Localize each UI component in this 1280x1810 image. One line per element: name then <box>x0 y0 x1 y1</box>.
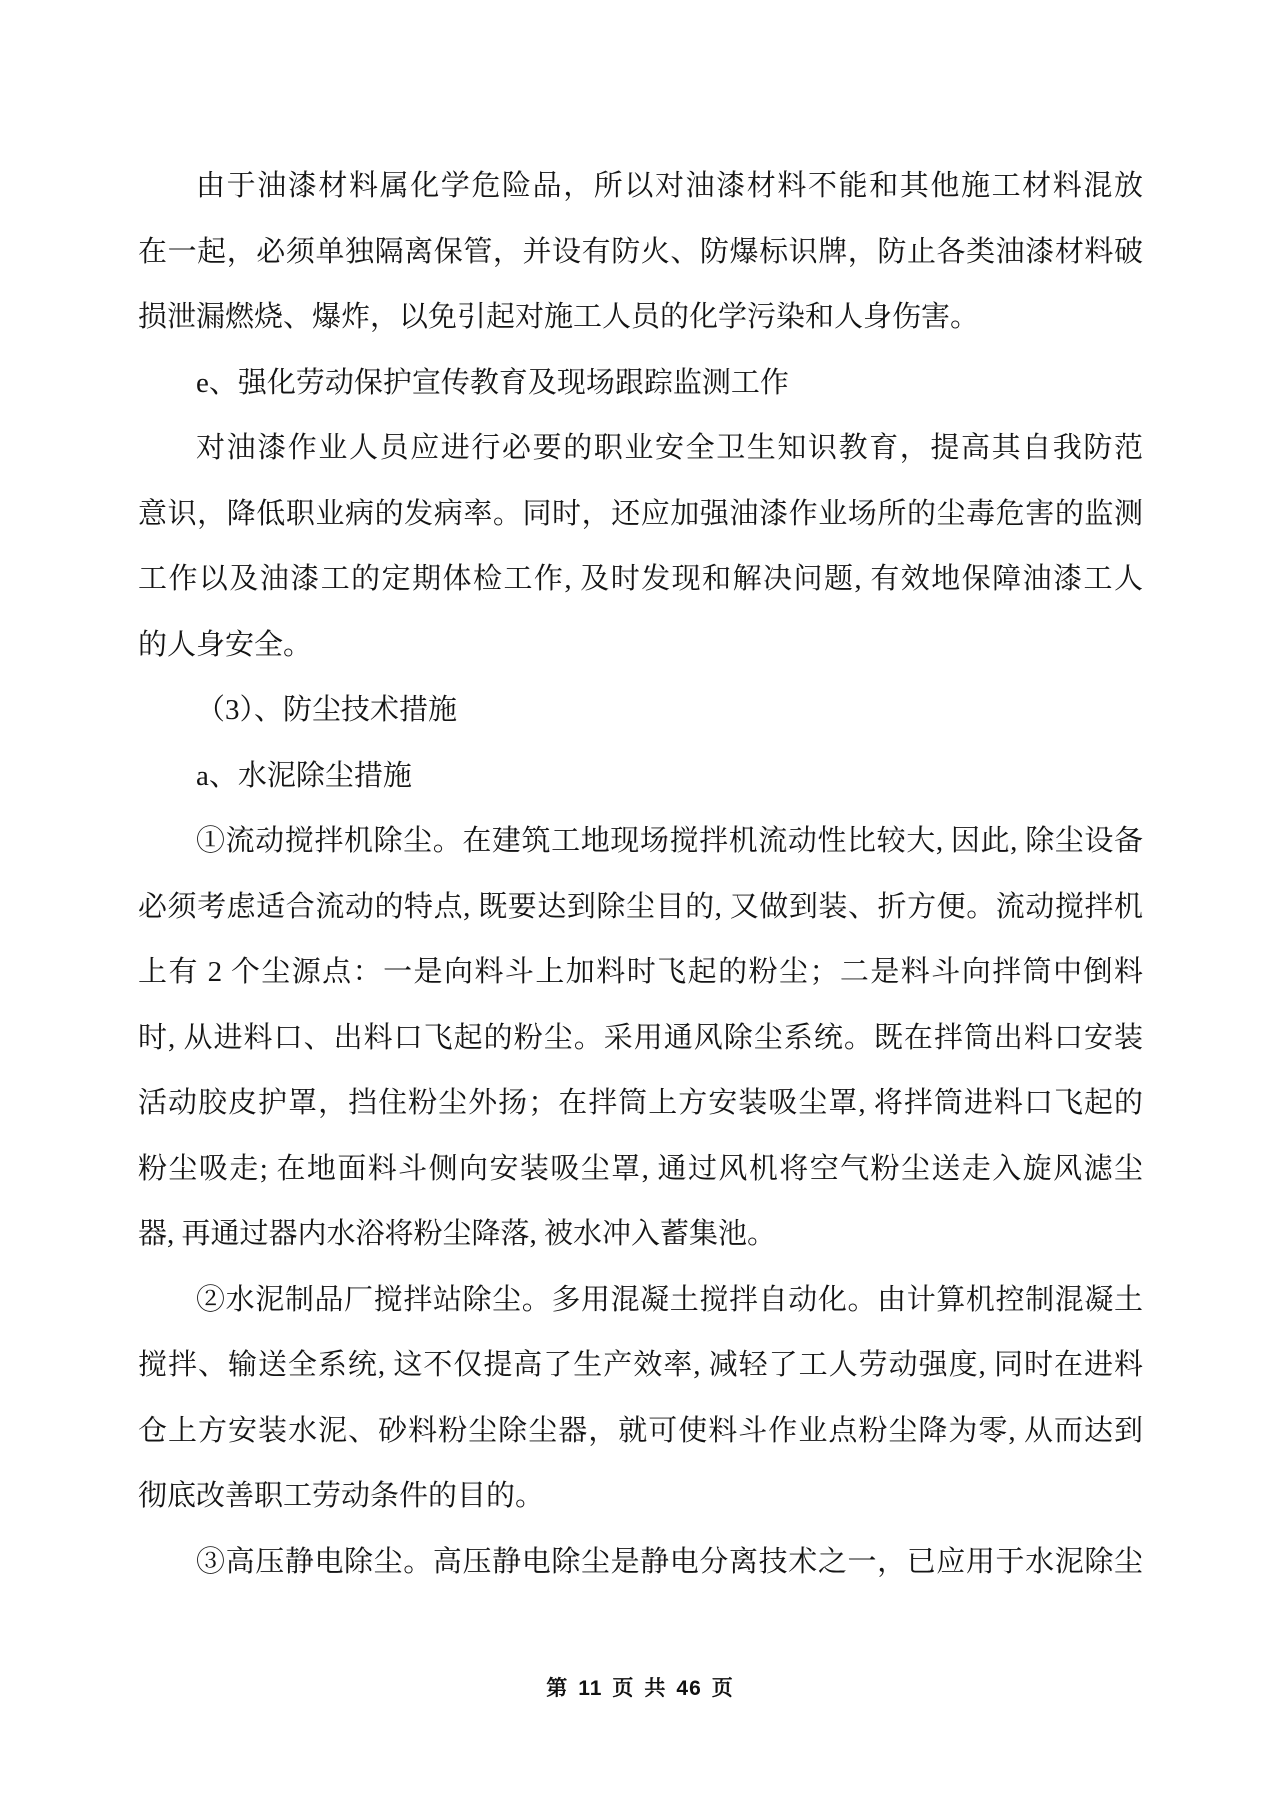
text-line: 器, 再通过器内水浴将粉尘降落, 被水冲入蓄集池。 <box>138 1218 777 1250</box>
footer-label: 页 <box>612 1676 635 1700</box>
text-line: ②水泥制品厂搅拌站除尘。多用混凝土搅拌自动化。由计算机控制混凝土 <box>196 1283 1143 1316</box>
footer-label: 共 <box>644 1676 667 1700</box>
footer-label: 第 <box>546 1676 569 1700</box>
text-line: 对油漆作业人员应进行必要的职业安全卫生知识教育，提高其自我防范 <box>196 432 1143 464</box>
text-line: 粉尘吸走; 在地面料斗侧向安装吸尘罩, 通过风机将空气粉尘送走入旋风滤尘 <box>138 1152 1143 1185</box>
section-heading-3: （3）、防尘技术措施 <box>196 694 458 726</box>
text-line: 的人身安全。 <box>138 628 313 661</box>
page-body <box>138 154 1143 1595</box>
text-line: 彻底改善职工劳动条件的目的。 <box>138 1480 545 1512</box>
page-footer <box>0 1672 1280 1702</box>
text-line: ③高压静电除尘。高压静电除尘是静电分离技术之一，已应用于水泥除尘 <box>196 1545 1143 1578</box>
section-heading-e: e、强化劳动保护宣传教育及现场跟踪监测工作 <box>196 366 789 399</box>
text-line: 搅拌、输送全系统, 这不仅提高了生产效率, 减轻了工人劳动强度, 同时在进料 <box>138 1349 1143 1381</box>
text-line: 上有 2 个尘源点：一是向料斗上加料时飞起的粉尘；二是料斗向拌筒中倒料 <box>138 956 1143 988</box>
text-line: 仓上方安装水泥、砂料粉尘除尘器，就可使料斗作业点粉尘降为零, 从而达到 <box>138 1414 1143 1447</box>
text-line: 由于油漆材料属化学危险品，所以对油漆材料不能和其他施工材料混放 <box>196 170 1143 202</box>
text-line: 必须考虑适合流动的特点, 既要达到除尘目的, 又做到装、折方便。流动搅拌机 <box>138 890 1143 923</box>
text-line: 活动胶皮护罩，挡住粉尘外扬；在拌筒上方安装吸尘罩, 将拌筒进料口飞起的 <box>138 1087 1143 1119</box>
text-line: 时, 从进料口、出料口飞起的粉尘。采用通风除尘系统。既在拌筒出料口安装 <box>138 1021 1143 1054</box>
footer-page-number: 11 <box>578 1677 603 1700</box>
text-line: ①流动搅拌机除尘。在建筑工地现场搅拌机流动性比较大, 因此, 除尘设备 <box>196 825 1143 857</box>
footer-label: 页 <box>711 1676 734 1700</box>
footer-total-pages: 46 <box>676 1677 702 1700</box>
text-line: 在一起，必须单独隔离保管，并设有防火、防爆标识牌，防止各类油漆材料破 <box>138 235 1143 268</box>
text-line: 工作以及油漆工的定期体检工作, 及时发现和解决问题, 有效地保障油漆工人 <box>138 563 1143 595</box>
text-line: 意识，降低职业病的发病率。同时，还应加强油漆作业场所的尘毒危害的监测 <box>138 497 1143 530</box>
text-line: 损泄漏燃烧、爆炸，以免引起对施工人员的化学污染和人身伤害。 <box>138 301 980 333</box>
section-heading-a: a、水泥除尘措施 <box>196 759 412 792</box>
